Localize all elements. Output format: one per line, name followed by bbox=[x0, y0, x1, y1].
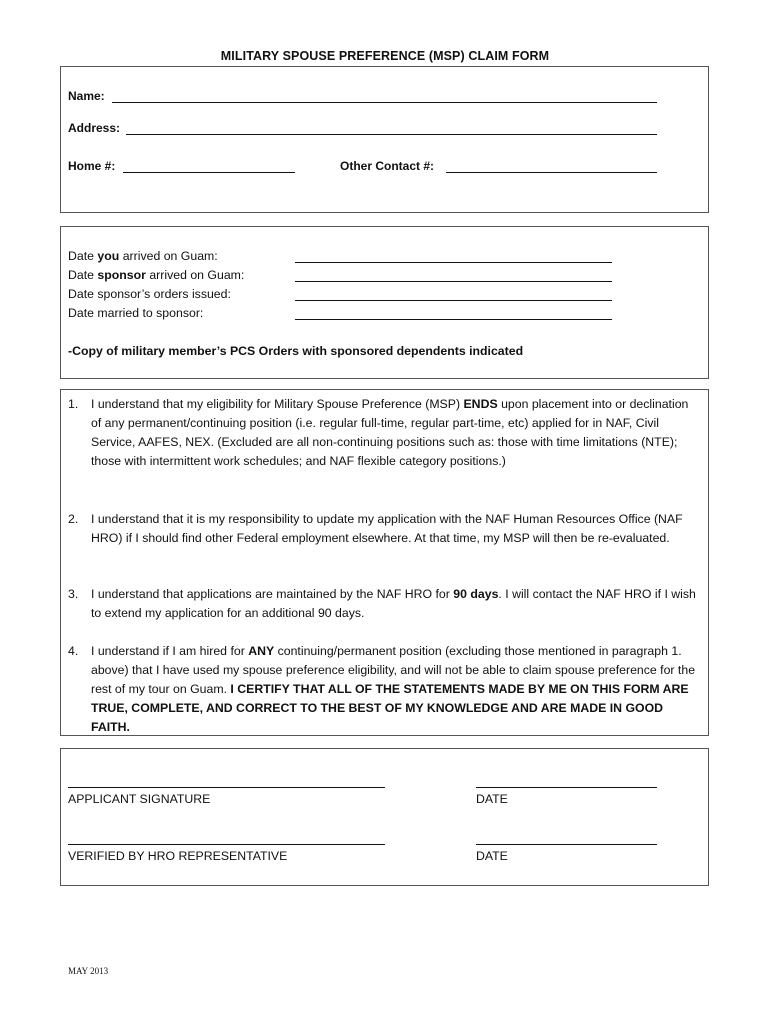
date-orders-label: Date sponsor’s orders issued: bbox=[68, 287, 231, 301]
pcs-orders-note: -Copy of military member’s PCS Orders with sponsored dependents indicated bbox=[68, 344, 524, 358]
signature-section bbox=[60, 748, 709, 886]
date-married-label: Date married to sponsor: bbox=[68, 306, 204, 320]
hro-signature-field[interactable] bbox=[68, 844, 385, 845]
applicant-signature-label: APPLICANT SIGNATURE bbox=[68, 792, 211, 806]
statement-3: 3. I understand that applications are maintained by the NAF HRO for 90 days. I will contact the NAF HRO if I wish to extend my application for an additional 90 days. bbox=[68, 587, 696, 620]
home-phone-label: Home #: bbox=[68, 159, 116, 173]
name-field[interactable] bbox=[112, 102, 657, 103]
statement-2: 2. I understand that it is my responsibility to update my application with the NAF Human Resources Office (NAF HRO) if I should find other Federal employment elsewhere. At that time, my MSP will then be re-evaluated. bbox=[68, 512, 683, 545]
date-arrived-label: Date you arrived on Guam: bbox=[68, 249, 218, 263]
home-phone-field[interactable] bbox=[123, 172, 295, 173]
hro-signature-label: VERIFIED BY HRO REPRESENTATIVE bbox=[68, 849, 288, 863]
address-field[interactable] bbox=[126, 134, 657, 135]
date-married-field[interactable] bbox=[295, 319, 612, 320]
date-orders-field[interactable] bbox=[295, 300, 612, 301]
applicant-date-field[interactable] bbox=[476, 787, 657, 788]
form-date-footer: MAY 2013 bbox=[68, 966, 109, 976]
other-contact-field[interactable] bbox=[446, 172, 657, 173]
contact-section bbox=[60, 66, 709, 213]
date-sponsor-arrived-field[interactable] bbox=[295, 281, 612, 282]
form-title: MILITARY SPOUSE PREFERENCE (MSP) CLAIM FORM bbox=[220, 49, 550, 63]
hro-date-label: DATE bbox=[476, 849, 508, 863]
applicant-signature-field[interactable] bbox=[68, 787, 385, 788]
date-arrived-field[interactable] bbox=[295, 262, 612, 263]
name-label: Name: bbox=[68, 89, 105, 103]
address-label: Address: bbox=[68, 121, 121, 135]
other-contact-label: Other Contact #: bbox=[340, 159, 435, 173]
statement-1: 1. I understand that my eligibility for Military Spouse Preference (MSP) ENDS upon placement into or declination of any permanent/continuing position (i.e. regular full-time, regular part-time, etc) applied for in NAF, Civil Service, AAFES, NEX. (Excluded are all non-continuing positions such as: those with time limitations (NTE); those with intermittent work schedules; and NAF flexible category positions.) bbox=[68, 397, 689, 468]
applicant-date-label: DATE bbox=[476, 792, 508, 806]
statement-4: 4. I understand if I am hired for ANY continuing/permanent position (excluding those mentioned in paragraph 1. above) that I have used my spouse preference eligibility, and will not be able to claim spouse preference for the rest of my tour on Guam. I CERTIFY THAT ALL OF THE STATEMENTS MADE BY ME ON THIS FORM ARE TRUE, COMPLETE, AND CORRECT TO THE BEST OF MY KNOWLEDGE AND ARE MADE IN GOOD FAITH. bbox=[68, 644, 696, 734]
hro-date-field[interactable] bbox=[476, 844, 657, 845]
date-sponsor-arrived-label: Date sponsor arrived on Guam: bbox=[68, 268, 245, 282]
